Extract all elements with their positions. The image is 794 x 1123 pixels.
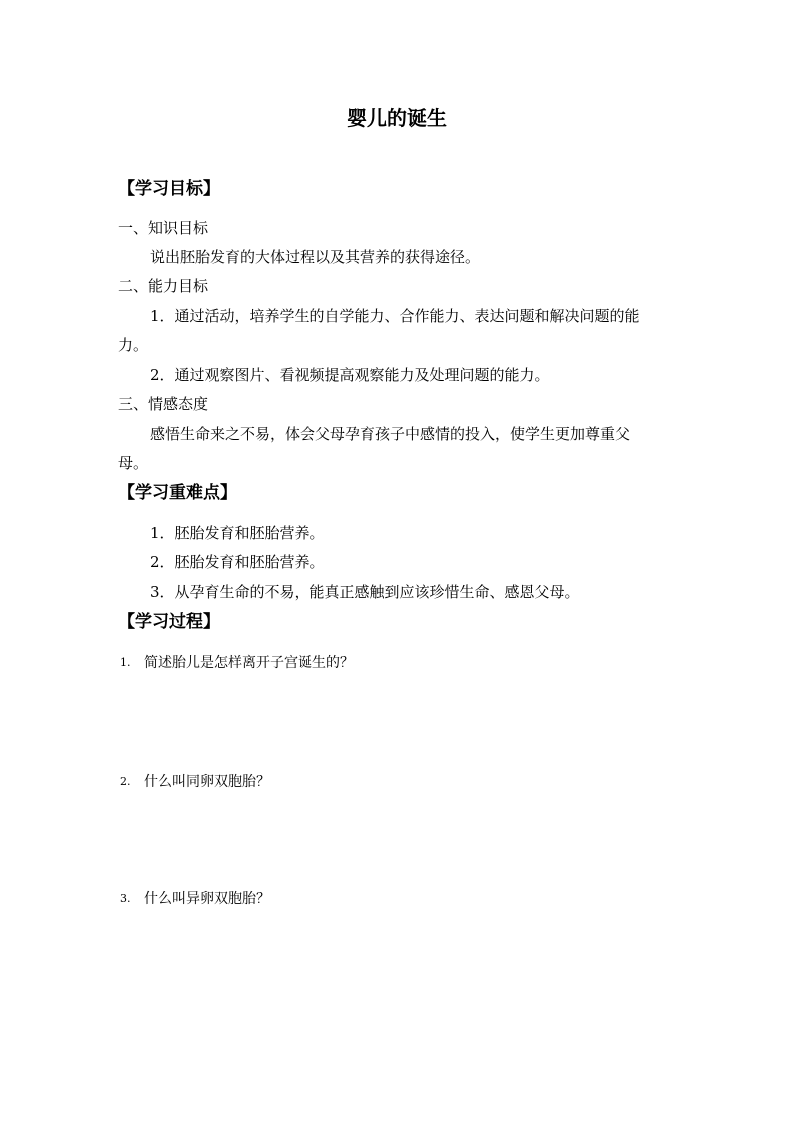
ability-item-2: 2．通过观察图片、看视频提高观察能力及处理问题的能力。 — [150, 366, 550, 384]
key-point-item: 1．胚胎发育和胚胎营养。 — [150, 524, 325, 542]
process-heading: 【学习过程】 — [118, 612, 220, 632]
page-title: 婴儿的诞生 — [347, 106, 447, 130]
knowledge-label: 一、知识目标 — [118, 219, 209, 237]
key-point-item: 3．从孕育生命的不易，能真正感触到应该珍惜生命、感恩父母。 — [150, 583, 580, 601]
key-point-item: 2．胚胎发育和胚胎营养。 — [150, 553, 325, 571]
emotion-line-2: 母。 — [118, 454, 149, 472]
ability-item-1-line-1: 1．通过活动，培养学生的自学能力、合作能力、表达问题和解决问题的能 — [150, 307, 640, 325]
question-text: 什么叫异卵双胞胎？ — [144, 891, 270, 907]
question-number: 2. — [120, 775, 131, 788]
question-number: 1. — [120, 656, 131, 669]
objectives-heading: 【学习目标】 — [118, 179, 220, 199]
knowledge-text: 说出胚胎发育的大体过程以及其营养的获得途径。 — [150, 248, 481, 266]
question-number: 3. — [120, 892, 131, 905]
question-text: 简述胎儿是怎样离开子宫诞生的？ — [144, 655, 354, 671]
key-points-heading: 【学习重难点】 — [118, 483, 237, 503]
ability-item-1-line-2: 力。 — [118, 336, 149, 354]
question-text: 什么叫同卵双胞胎？ — [144, 774, 270, 790]
emotion-line-1: 感悟生命来之不易，体会父母孕育孩子中感情的投入，使学生更加尊重父 — [150, 425, 631, 443]
ability-label: 二、能力目标 — [118, 277, 209, 295]
emotion-label: 三、情感态度 — [118, 395, 209, 413]
